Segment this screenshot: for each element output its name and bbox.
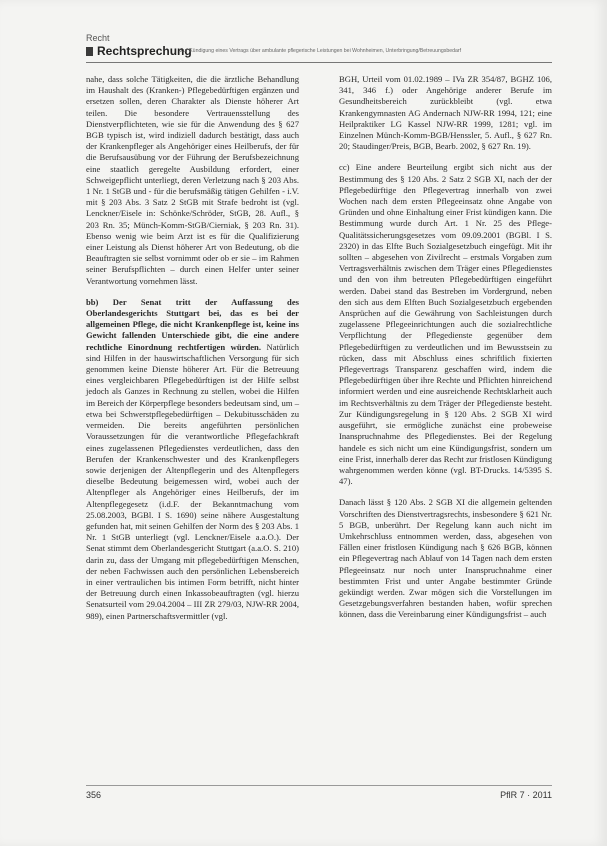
footer-rule <box>86 785 552 786</box>
paragraph <box>86 297 299 622</box>
paragraph <box>86 74 299 287</box>
paragraph-lead: bb) Der Senat tritt der Auffassung des Oberlandesgerichts Stuttgart bei, das es bei der allgemeinen Pflege, die nicht Krankenpflege ist, keine ins Gewicht fallenden Unterschiede gibt, die eine andere rechtliche Einordnung rechtfertigen würden. <box>86 296 299 352</box>
right-column <box>339 74 552 631</box>
running-header <box>86 44 552 60</box>
header-marker <box>86 47 93 56</box>
header-subtitle: Zur Kündigung eines Vertrags über ambulante pflegerische Leistungen bei Wohnheimen, Unterbringung/Betreuungsbedarf <box>180 48 462 54</box>
paragraph <box>339 497 552 620</box>
header-title: Rechtsprechung <box>97 44 192 58</box>
header-rule <box>86 62 552 63</box>
page-number: 356 <box>86 790 102 800</box>
paragraph-text: nahe, dass solche Tätigkeiten, die die ärztliche Behandlung im Haushalt des (Kranken-) Pflegebedürftigen ergänzen und ersetzen sollen, deren Charakter als Dienste höherer Art teilen. Die besondere Vertrauensstellung des Dienstverpflichteten, wie sie für die Anwendung des § 627 BGB typisch ist, wird indiziell dadurch bestätigt, dass auch der Krankenpfleger als Angehöriger eines Heilberufs, der für die Berufsausübung vor der Führung der Berufsbezeichnung eine staatlich geregelte Ausbildung erfordert, einer Schweigepflicht unterliegt, deren Verletzung nach § 203 Abs. 1 Nr. 1 StGB und - für die berufsmäßig tätigen Gehilfen - i.V. mit § 203 Abs. 3 Satz 2 StGB mit Strafe bedroht ist (vgl. Lenckner/Eisele in: Schönke/Schröder, StGB, 28. Aufl., § 203 Rn. 35; Münch-Komm-StGB/Cierniak, § 203 Rn. 31). Ebenso wenig wie beim Arzt ist es für die Qualifizierung einer Leistung als Dienst höherer Art von Bedeutung, ob die Beauftragten sie selbst vornimmt oder ob er sie – im Rahmen seiner Berufspflichten – durch einen Helfer unter seiner Verantwortung vornehmen lässt. <box>86 74 299 286</box>
paragraph-text: cc) Eine andere Beurteilung ergibt sich nicht aus der Bestimmung des § 120 Abs. 2 Satz 2 SGB XI, nach der der Pflegebedürftige den Pflegevertrag innerhalb von zwei Wochen nach dem ersten Pflegeeinsatz ohne Angabe von Gründen und ohne Einhaltung einer Frist kündigen kann. Die Bestimmung wurde durch Art. 1 Nr. 25 des Pflege-Qualitätssicherungsgesetzes vom 09.09.2001 (BGBl. I S. 2320) in das Elfte Buch Sozialgesetzbuch eingefügt. Mit ihr sollten – abgesehen von Zivilrecht – erstmals Vorgaben zum Vertragsverhältnis zwischen dem Träger eines Pflegedienstes und den von ihm betreuten Pflegebedürftigen eingeführt werden. Dabei stand das Bestreben im Vordergrund, neben den sich aus dem Elften Buch Sozialgesetzbuch ergebenden Ansprüchen auf die Gewährung von Sachleistungen durch zugelassene Pflegeeinrichtungen auch die sozialrechtliche Verpflichtung der Pflegedienste gegenüber dem Pflegebedürftigen zu verdeutlichen und im Bewusstsein zu rücken, dass mit Abschluss eines schriftlich fixierten Pflegevertrags Transparenz geschaffen wird, indem die Pflegebedürftigen über ihre Rechte und Pflichten hinreichend informiert werden und eine ausreichende Rechtsklarheit auch im Rechtsverhältnis zu dem Träger der Pflegedienste besteht. Zur Kündigungsregelung in § 120 Abs. 2 SGB XI wird ausgeführt, sie ermögliche zunächst eine probeweise Inanspruchnahme des Pflegedienstes. Bei der Regelung handele es sich nicht um eine Kündigungsfrist, sondern um eine Frist, innerhalb derer das Recht zur fristlosen Kündigung wahrgenommen werden könne (vgl. BT-Drucks. 14/5395 S. 47). <box>339 162 552 487</box>
paragraph <box>339 162 552 487</box>
paragraph <box>339 74 552 152</box>
journal-reference: PflR 7 · 2011 <box>500 790 552 800</box>
left-column <box>86 74 299 632</box>
paragraph-text: BGH, Urteil vom 01.02.1989 – IVa ZR 354/87, BGHZ 106, 341, 346 f.) oder Angehörige anderer Berufe im Gesundheitsbereich zurückbleibt (vgl. etwa Krankengymnasten AG Andernach NJW-RR 1994, 121; eine Heilpraktiker LG Kassel NJW-RR 1999, 1281; vgl. im Einzelnen Münch-Komm-BGB/Henssler, 5. Aufl., § 627 Rn. 20; Staudinger/Preis, BGB, Bearb. 2002, § 627 Rn. 19). <box>339 74 552 152</box>
paragraph-text: Natürlich sind Hilfen in der hauswirtschaftlichen Versorgung für sich genommen keine Dienste höherer Art. Für die Betreuung eines vergleichbaren Pflegebedürftigen ist der Hilfe selbst jedoch als Ganzes in Rechnung zu stellen, wobei die Hilfen im Bereich der Körperpflege besonders bedeutsam sind, um – etwa bei Schwerstpflegebedürftigen – Dekubitusschäden zu vermeiden. Die bereits angeführten persönlichen Voraussetzungen für die verantwortliche Pflegefachkraft eines zugelassenen Pflegedienstes verdeutlichen, dass den Berufen der Krankenschwester und des Krankenpflegers sowie derjenigen der Altenpflegerin und des Altenpflegers dieselbe Bedeutung beigemessen wird, wobei auch der Altenpfleger als Angehöriger eines Heilberufs, der im Altenpflegegesetz (i.d.F. der Bekanntmachung vom 25.08.2003, BGBl. I S. 1690) seine nähere Ausgestaltung gefunden hat, mit seinen Gehilfen der Norm des § 203 Abs. 1 Nr. 1 StGB unterliegt (vgl. Lenckner/Eisele a.a.O.). Der Senat stimmt dem Oberlandesgericht Stuttgart (a.a.O. S. 210) darin zu, dass der Umgang mit pflegebedürftigen Menschen, der neben Fachwissen auch den persönlichen Lebensbereich in einer vertraulichen bis intimen Form betrifft, nicht hinter der Betreuung durch einen Inkassobeauftragten (vgl. hierzu Senatsurteil vom 29.04.2004 – III ZR 279/03, NJW-RR 2004, 989), einen Partnerschaftsvermittler (vgl. <box>86 341 299 621</box>
paragraph-text: Danach lässt § 120 Abs. 2 SGB XI die allgemein geltenden Vorschriften des Dienstvertragsrechts, insbesondere § 621 Nr. 5 BGB, unberührt. Der Regelung kann auch nicht im Umkehrschluss entnommen werden, dass, abgesehen von Fällen einer fristlosen Kündigung nach § 626 BGB, können ein Pflegevertrag nach Ablauf von 14 Tagen nach dem ersten Pflegeeinsatz nur noch unter Inanspruchnahme einer bestimmten Frist und unter Angabe bestimmter Gründe gekündigt werden. Zwar mögen sich die Vorstellungen im Gesetzgebungsverfahren bestanden haben, wofür sprechen können, dass die Vereinbarung einer Kündigungsfrist – auch <box>339 497 552 620</box>
section-label: Recht <box>86 33 110 43</box>
